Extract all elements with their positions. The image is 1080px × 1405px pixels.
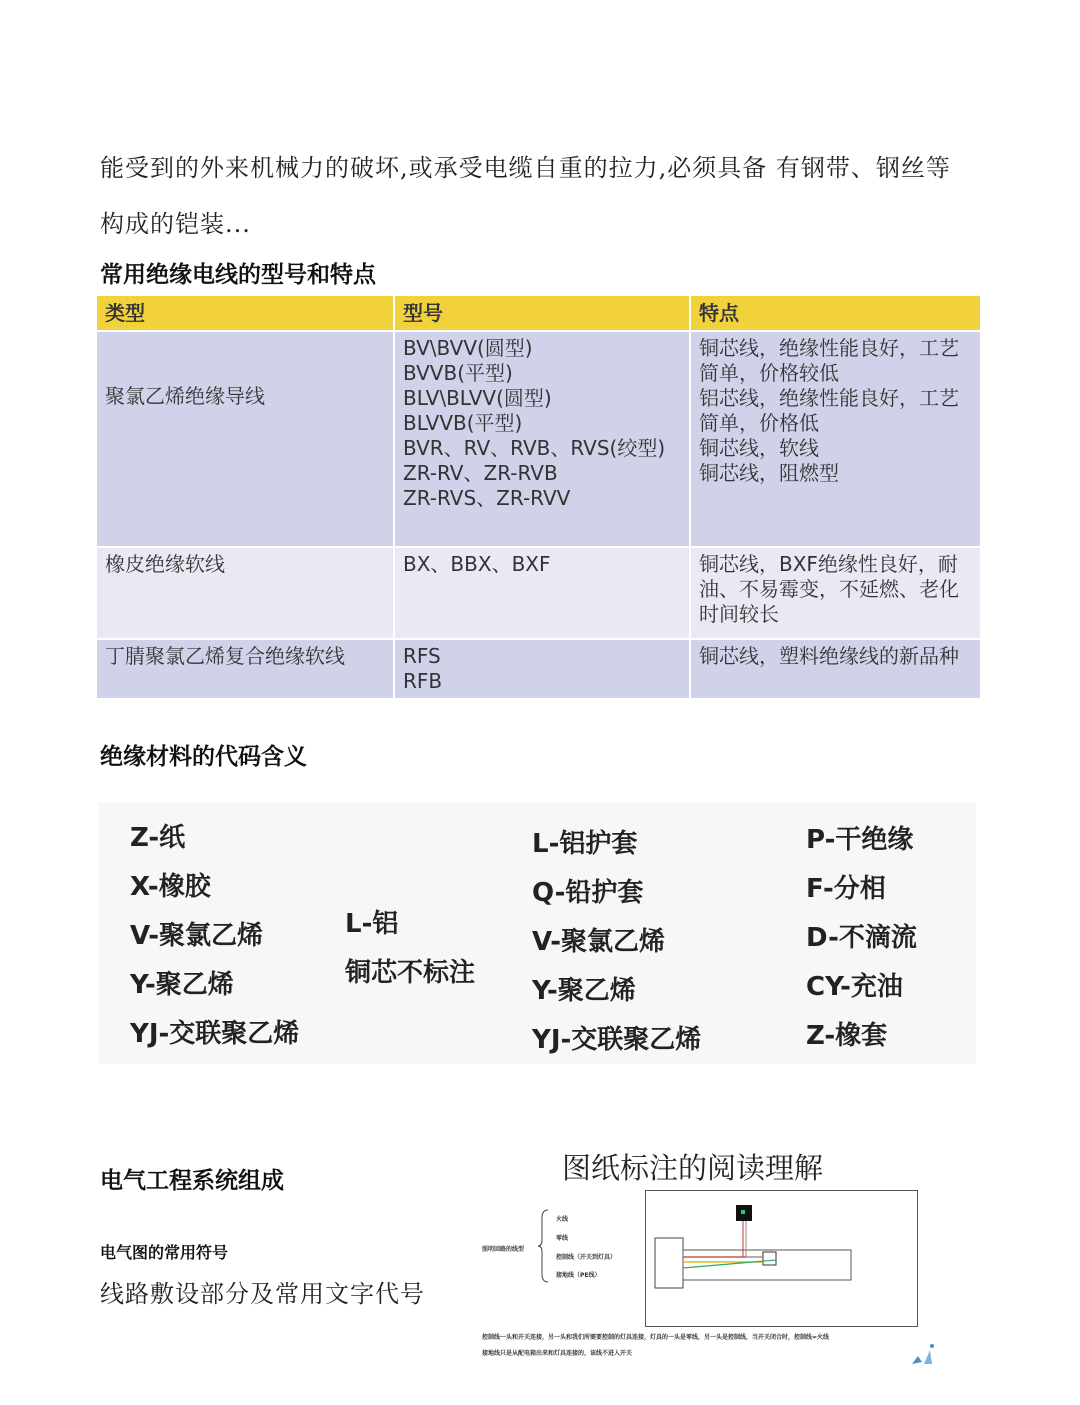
table-cell-models [394, 547, 690, 639]
table-cell-type: 丁腈聚氯乙烯复合绝缘软线 [97, 639, 394, 698]
model-line: BVVB(平型) [403, 361, 513, 385]
code-item: F-分相 [806, 874, 886, 904]
legend-brace-icon [538, 1208, 550, 1284]
model-line: BLVVB(平型) [403, 411, 523, 435]
feature-line: 简单，价格较低 [699, 361, 839, 385]
code-item: X-橡胶 [130, 872, 211, 902]
model-line: BLV\BLVV(圆型) [403, 386, 552, 410]
code-item: L-铝护套 [532, 829, 638, 859]
section-title-wire-models: 常用绝缘电线的型号和特点 [100, 262, 376, 288]
figure-note-2: 接地线只是从配电箱出来和灯具连接的，该线不进入开关 [482, 1350, 633, 1357]
model-line: ZR-RVS、ZR-RVV [403, 486, 571, 510]
wiring-diagram [645, 1190, 918, 1327]
code-item: Z-纸 [130, 823, 186, 853]
feature-line: 油、不易霉变，不延燃、老化 [699, 577, 959, 601]
figure-left-label: 照明回路的线型 [482, 1246, 525, 1253]
feature-line: 铜芯线，阻燃型 [699, 461, 839, 485]
code-item: P-干绝缘 [806, 825, 914, 855]
code-item: CY-充油 [806, 972, 903, 1002]
table-header-row [97, 296, 980, 331]
table-header-type: 类型 [97, 296, 394, 331]
section-title-system-composition: 电气工程系统组成 [100, 1168, 284, 1194]
table-row [97, 639, 980, 698]
code-item: D-不滴流 [806, 923, 917, 953]
feature-line: 铜芯线，软线 [699, 436, 819, 460]
feature-line: 铜芯线，BXF绝缘性良好，耐 [699, 552, 958, 576]
codes-column-sheath [532, 820, 701, 1065]
table-cell-features [690, 639, 980, 698]
code-item: Y-聚乙烯 [532, 976, 636, 1006]
model-line: ZR-RV、ZR-RVB [403, 461, 558, 485]
code-item: Q-铅护套 [532, 878, 644, 908]
table-row [97, 547, 980, 639]
ground-wire-line [683, 1260, 776, 1268]
table-cell-models [394, 331, 690, 547]
section-title-insulation-codes: 绝缘材料的代码含义 [100, 744, 307, 770]
codes-column-insulation [130, 814, 299, 1059]
model-line: BVR、RV、RVB、RVS(绞型) [403, 436, 666, 460]
model-line: BX、BBX、BXF [403, 552, 551, 576]
code-item: V-聚氯乙烯 [532, 927, 666, 957]
figure-note-1: 控制线一头和开关连接，另一头和我们所需要控制的灯具连接，灯具的一头是零线，另一头是控制线，当开关闭合时，控制线=火线 [482, 1334, 830, 1341]
watermark-icon [908, 1340, 936, 1368]
subheading-symbols: 电气图的常用符号 [100, 1243, 229, 1262]
code-item: YJ-交联聚乙烯 [130, 1019, 300, 1049]
feature-line: 铜芯线，塑料绝缘线的新品种 [699, 644, 959, 668]
intro-line-2: 构成的铠装... [100, 210, 251, 238]
model-line: RFB [403, 669, 443, 693]
legend-neutral-wire: 零线 [556, 1235, 569, 1242]
model-line: RFS [403, 644, 441, 668]
intro-line-1: 能受到的外来机械力的破坏,或承受电缆自重的拉力,必须具备 有钢带、钢丝等 [100, 154, 951, 182]
table-cell-models [394, 639, 690, 698]
insulation-codes-panel [98, 802, 976, 1064]
table-cell-features [690, 331, 980, 547]
codes-column-features [806, 816, 917, 1061]
code-item: V-聚氯乙烯 [130, 921, 264, 951]
figure-title: 图纸标注的阅读理解 [562, 1151, 824, 1185]
table-header-model: 型号 [394, 296, 690, 331]
legend-ground-wire: 接地线（PE线） [556, 1272, 601, 1279]
code-item: 铜芯不标注 [345, 958, 476, 988]
table-row [97, 331, 980, 547]
feature-line: 简单，价格低 [699, 411, 819, 435]
code-item: Y-聚乙烯 [130, 970, 234, 1000]
table-cell-features [690, 547, 980, 639]
table-cell-type: 橡皮绝缘软线 [97, 547, 394, 639]
code-item: Z-橡套 [806, 1021, 888, 1051]
feature-line: 时间较长 [699, 602, 779, 626]
code-item: L-铝 [345, 909, 399, 939]
codes-column-conductor [345, 900, 475, 998]
wire-models-table [97, 296, 980, 698]
feature-line: 铝芯线，绝缘性能良好，工艺 [699, 386, 959, 410]
legend-control-wire: 控制线（开关到灯具） [556, 1254, 617, 1261]
code-item: YJ-交联聚乙烯 [532, 1025, 702, 1055]
distribution-box-icon [655, 1238, 683, 1288]
model-line: BV\BVV(圆型) [403, 336, 533, 360]
switch-indicator-icon [741, 1210, 745, 1214]
subheading-wiring-codes: 线路敷设部分及常用文字代号 [100, 1280, 425, 1308]
feature-line: 铜芯线，绝缘性能良好，工艺 [699, 336, 959, 360]
legend-live-wire: 火线 [556, 1216, 569, 1223]
table-cell-type: 聚氯乙烯绝缘导线 [97, 331, 394, 547]
lamp-icon [763, 1252, 776, 1265]
intro-paragraph [100, 140, 980, 252]
table-header-feature: 特点 [690, 296, 980, 331]
